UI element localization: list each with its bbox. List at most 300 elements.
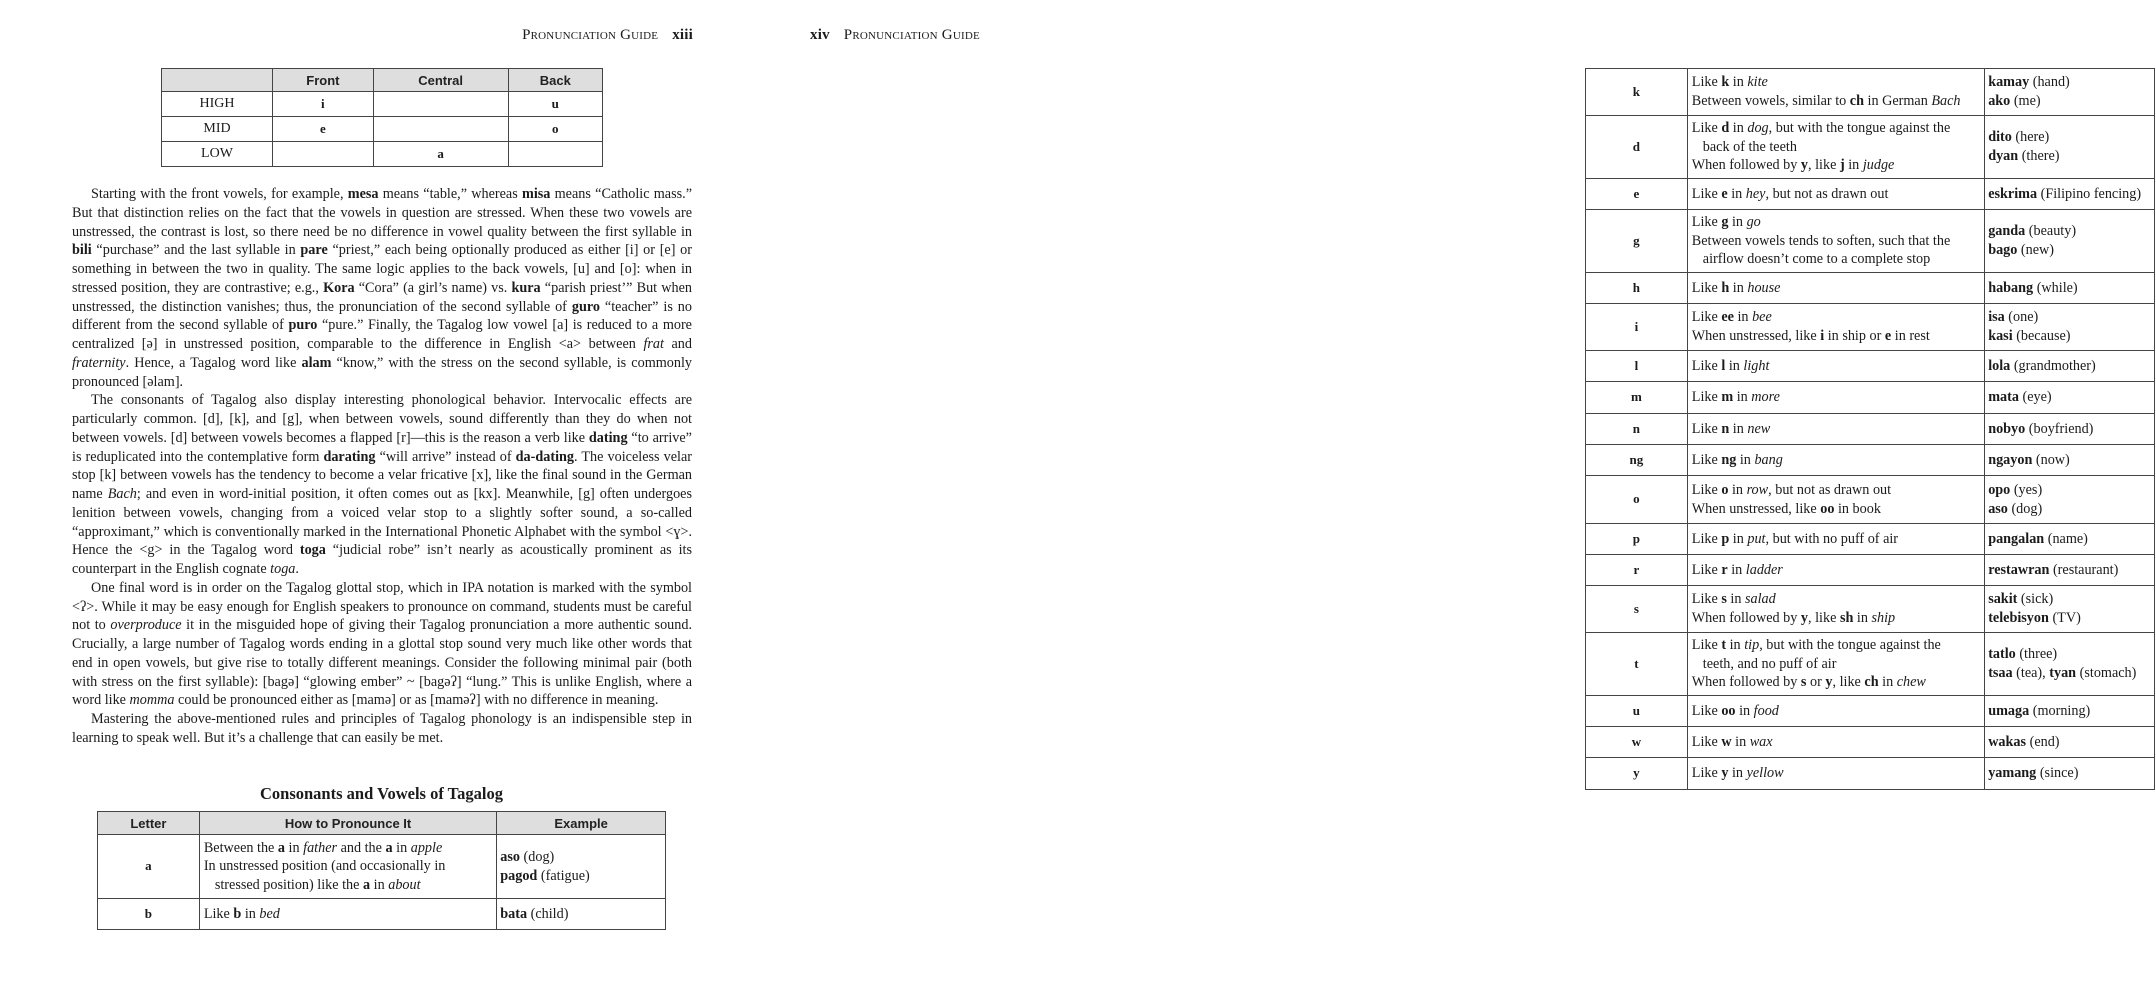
pronunciation-cell (1687, 727, 1984, 758)
consonant-vowel-table (97, 811, 666, 930)
text-run: The consonants of Tagalog also display interesting phonological behavior. Intervocalic effects are particularly common. [d], [k], and [g], when between vowels, sound differently than they do when not between vowels. [d] between vowels becomes a flapped [r]—this is the reason a verb like (72, 392, 692, 446)
text-run: “Cora” (a girl’s name) vs. (354, 279, 512, 296)
example-line (1988, 241, 2150, 260)
pronunciation-cell (1687, 445, 1984, 476)
example-cell (1985, 586, 2155, 633)
example-meaning: (me) (2010, 93, 2041, 109)
example-cell (497, 835, 666, 899)
vowel-chart-table (161, 68, 603, 167)
example-word: umaga (1988, 702, 2030, 719)
example-word: tatlo (1988, 646, 2016, 663)
italic-term: ladder (1745, 561, 1783, 578)
italic-term: momma (129, 692, 175, 709)
example-word: bago (1988, 242, 2018, 258)
example-meaning: (morning) (2029, 702, 2091, 719)
text-run: Like (1691, 357, 1722, 374)
example-cell (1985, 351, 2155, 382)
text-run: Starting with the front vowels, for example, (91, 186, 348, 202)
paragraph (72, 579, 692, 710)
table-row (1586, 382, 2155, 414)
table-row (1586, 69, 2155, 116)
italic-term: dog (1747, 120, 1769, 137)
text-run: Like (1691, 451, 1722, 468)
text-run: Like (1691, 481, 1722, 498)
pronunciation-line (1692, 308, 1980, 327)
example-meaning: (because) (2012, 328, 2071, 344)
pronunciation-line (204, 839, 492, 858)
pronunciation-cell (1687, 179, 1984, 210)
example-word: kamay (1988, 74, 2030, 91)
pronunciation-cell (1687, 382, 1984, 414)
table-row (1586, 727, 2155, 758)
pronunciation-line (1692, 561, 1980, 580)
text-run: “teacher” is no different from the second syllable of (72, 298, 692, 334)
text-run: , but with the tongue against the (1768, 120, 1951, 137)
letter-cell: h (1586, 273, 1688, 304)
consonant-vowel-table-continued (1585, 68, 2155, 790)
text-run: Like (1691, 765, 1722, 782)
pronunciation-line (1692, 138, 1980, 157)
running-head-title: Pronunciation Guide (522, 27, 659, 43)
example-word: yamang (1988, 765, 2037, 782)
pronunciation-line (1692, 655, 1980, 674)
bold-term: e (1721, 185, 1728, 202)
example-word: pangalan (1988, 530, 2045, 547)
pronunciation-cell (1687, 210, 1984, 273)
italic-term: Bach (107, 486, 137, 502)
bold-term: alam (301, 354, 332, 371)
running-head (810, 27, 980, 44)
example-line (1988, 451, 2150, 470)
example-word: tsaa (1988, 665, 2013, 681)
text-run: in ship or (1824, 328, 1885, 344)
example-cell (1985, 633, 2155, 696)
letter-cell: p (1586, 524, 1688, 555)
pronunciation-line (1692, 92, 1980, 111)
column-header-example: Example (497, 812, 666, 835)
text-run: in (1726, 637, 1745, 654)
vowel-column-back: Back (508, 69, 602, 92)
pronunciation-cell (1687, 555, 1984, 586)
text-run: Like (1691, 733, 1722, 750)
text-run: in (1729, 120, 1748, 137)
bold-term: n (1721, 420, 1730, 437)
letter-cell: l (1586, 351, 1688, 382)
bold-term: ee (1721, 309, 1734, 326)
example-meaning: (stomach) (2076, 665, 2137, 681)
text-run: ; and even in word-initial position, it often comes out as [kx]. Meanwhile, [g] often undergoes lenition between vowels, changing from a voiced velar stop to a slightly softer sound, a so-called “approximant,” which is conventionally marked in the International Phonetic Alphabet with the symbol <ɣ>. Hence the <g> in the Tagalog word (72, 486, 692, 559)
example-meaning: (sick) (2017, 591, 2054, 608)
text-run: . The voiceless velar stop [k] between vowels has the tendency to become a velar fricative [x], like the final sound in the German name (72, 448, 692, 502)
letter-cell: r (1586, 555, 1688, 586)
text-run: , like (1808, 610, 1840, 626)
italic-term: apple (410, 839, 443, 856)
italic-term: frat (643, 336, 664, 352)
example-word: wakas (1988, 733, 2027, 750)
italic-term: overproduce (110, 617, 182, 634)
example-meaning: (fatigue) (537, 867, 590, 884)
table-row (1586, 445, 2155, 476)
italic-term: about (388, 876, 421, 893)
letter-cell: m (1586, 382, 1688, 414)
letter-cell: w (1586, 727, 1688, 758)
text-run: in (241, 905, 260, 922)
example-line (1988, 308, 2150, 327)
bold-term: puro (288, 317, 318, 334)
letter-cell: d (1586, 116, 1688, 179)
pronunciation-line (1692, 530, 1980, 549)
text-run: in (284, 839, 304, 856)
bold-term: g (1721, 214, 1729, 231)
bold-term: d (1721, 120, 1730, 137)
pronunciation-line (1692, 500, 1980, 519)
running-head-title: Pronunciation Guide (843, 27, 980, 43)
text-run: , but with no puff of air (1765, 530, 1899, 547)
bold-term: oo (1721, 702, 1736, 719)
table-row (1586, 758, 2155, 790)
text-run: Between the (203, 839, 278, 856)
example-cell (1985, 116, 2155, 179)
page-number: xiii (672, 27, 693, 43)
text-run: When unstressed, like (1691, 500, 1821, 517)
bold-term: m (1721, 389, 1734, 406)
italic-term: row (1746, 481, 1769, 498)
example-meaning: (dog) (519, 848, 555, 865)
italic-term: chew (1896, 674, 1926, 691)
example-cell (1985, 758, 2155, 790)
bold-term: y (1825, 674, 1833, 691)
bold-term: l (1721, 357, 1726, 374)
text-run: in (1729, 74, 1748, 91)
bold-term: i (1820, 328, 1825, 344)
example-line (1988, 128, 2150, 147)
example-meaning: (hand) (2029, 74, 2070, 91)
text-run: in (1728, 765, 1747, 782)
text-run: in German (1863, 93, 1932, 109)
text-run: in (1878, 674, 1897, 691)
text-run: in book (1834, 500, 1881, 517)
example-meaning: (since) (2036, 765, 2079, 782)
table-header-row (98, 812, 666, 835)
text-run: “pure.” Finally, the Tagalog low vowel [a] is reduced to a more centralized [ə] in unstressed position, comparable to the difference in English <a> between (72, 317, 692, 352)
vowel-cell: i (273, 92, 374, 117)
bold-term: darating (323, 448, 376, 465)
text-run: “priest,” each being optionally produced as either [i] or [e] or something in between the two in quality. The same logic applies to the back vowels, [u] and [o]: when in stressed position, they are contrastive; e.g., (72, 242, 692, 296)
text-run: Like (1691, 185, 1722, 202)
example-meaning: (end) (2026, 733, 2060, 750)
bold-term: toga (299, 542, 326, 559)
text-run: Like (1691, 309, 1722, 326)
bold-term: kura (511, 279, 541, 296)
pronunciation-line (1692, 327, 1980, 346)
italic-term: wax (1749, 733, 1773, 750)
pronunciation-cell (1687, 524, 1984, 555)
pronunciation-line (1692, 636, 1980, 655)
text-run: When unstressed, like (1691, 328, 1821, 344)
example-meaning: (name) (2044, 530, 2088, 547)
table-row (1586, 524, 2155, 555)
italic-term: yellow (1746, 765, 1784, 782)
pronunciation-cell (1687, 476, 1984, 524)
text-run: When followed by (1691, 674, 1801, 691)
example-line (1988, 279, 2150, 298)
pronunciation-cell (1687, 69, 1984, 116)
example-cell (1985, 524, 2155, 555)
letter-cell: ng (1586, 445, 1688, 476)
bold-term: y (1800, 610, 1809, 626)
example-word: eskrima (1988, 185, 2038, 202)
pronunciation-cell (199, 899, 496, 930)
text-run: back of the teeth (1702, 138, 1797, 155)
text-run: means “Catholic mass.” But that distinction relies on the fact that the vowels in question are stressed. When these two vowels are unstressed, the contrast is lost, so there need be no difference in vowel quality between the first syllable in (72, 186, 692, 240)
text-run: Like (1691, 389, 1722, 406)
example-line (1988, 147, 2150, 166)
text-run: in (1729, 530, 1748, 547)
bold-term: r (1721, 561, 1728, 578)
example-cell (1985, 210, 2155, 273)
pronunciation-cell (1687, 351, 1984, 382)
paragraph (72, 185, 692, 391)
table-row (1586, 476, 2155, 524)
italic-term: salad (1745, 591, 1776, 608)
example-word: habang (1988, 279, 2034, 296)
italic-term: ship (1871, 610, 1896, 626)
text-run: Between vowels, similar to (1691, 93, 1850, 109)
vowel-cell: u (508, 92, 602, 117)
italic-term: father (303, 839, 338, 856)
bold-term: oo (1820, 500, 1835, 517)
vowel-row-label: HIGH (162, 92, 273, 117)
text-run: Like (1691, 214, 1722, 231)
example-line (1988, 357, 2150, 376)
table-row (1586, 586, 2155, 633)
example-line (1988, 645, 2150, 664)
text-run: in (1733, 389, 1752, 406)
example-word: sakit (1988, 591, 2018, 608)
italic-term: hey (1745, 185, 1766, 202)
text-run: in (370, 876, 389, 893)
table-row (1586, 210, 2155, 273)
table-body (1586, 69, 2155, 790)
text-run: Mastering the above-mentioned rules and principles of Tagalog phonology is an indispensible step in learning to speak well. But it’s a challenge that can easily be met. (72, 711, 692, 746)
table-row (1586, 273, 2155, 304)
pronunciation-line (1692, 73, 1980, 92)
text-run: Like (1691, 74, 1722, 91)
text-run: could be pronounced either as [mamə] or as [maməʔ] with no difference in meaning. (174, 692, 659, 709)
table-row (1586, 555, 2155, 586)
italic-term: toga (270, 561, 296, 577)
text-run: in (1735, 702, 1754, 719)
example-cell (1985, 273, 2155, 304)
example-line (500, 848, 661, 867)
example-meaning: (TV) (2048, 610, 2081, 626)
bold-term: sh (1839, 610, 1854, 626)
vowel-column-central: Central (373, 69, 508, 92)
text-run: Like (1691, 637, 1722, 654)
example-line (1988, 590, 2150, 609)
bold-term: p (1721, 530, 1730, 547)
example-word: pagod (500, 867, 538, 884)
text-run: “purchase” and the last syllable in (91, 242, 301, 259)
right-page (750, 0, 2142, 1000)
table-row (1586, 116, 2155, 179)
example-meaning: (here) (2011, 129, 2050, 146)
example-word: lola (1988, 357, 2011, 374)
example-meaning: (there) (2018, 148, 2060, 164)
pronunciation-line (1692, 279, 1980, 298)
pronunciation-line (204, 876, 492, 895)
text-run: In unstressed position (and occasionally in (203, 858, 446, 875)
bold-term: a (385, 839, 393, 856)
vowel-cell (373, 92, 508, 117)
text-run: “judicial robe” isn’t nearly as acoustically prominent as its counterpart in the English cognate (72, 542, 692, 577)
letter-cell: b (98, 899, 200, 930)
letter-cell: i (1586, 304, 1688, 351)
pronunciation-line (1692, 673, 1980, 692)
example-line (1988, 664, 2150, 683)
vowel-table-corner (162, 69, 273, 92)
pronunciation-line (204, 857, 492, 876)
bold-term: pare (300, 242, 328, 259)
pronunciation-line (1692, 213, 1980, 232)
letter-cell: s (1586, 586, 1688, 633)
example-cell (1985, 179, 2155, 210)
text-run: in (1736, 451, 1755, 468)
paragraph (72, 710, 692, 748)
example-meaning: (boyfriend) (2025, 420, 2094, 437)
pronunciation-line (1692, 702, 1980, 721)
table-row (1586, 696, 2155, 727)
text-run: Like (1691, 530, 1722, 547)
bold-term: dating (588, 429, 628, 446)
text-run: in (1727, 185, 1746, 202)
bold-term: da-dating (515, 448, 575, 465)
text-run: , but with the tongue against the (1759, 637, 1941, 654)
example-line (500, 905, 661, 924)
text-run: in (1725, 357, 1744, 374)
example-line (1988, 388, 2150, 407)
example-line (1988, 92, 2150, 111)
italic-term: judge (1862, 157, 1895, 174)
table-row (1586, 351, 2155, 382)
text-run: When followed by (1691, 610, 1801, 626)
letter-cell: u (1586, 696, 1688, 727)
text-run: in rest (1891, 328, 1930, 344)
example-meaning: (now) (2032, 451, 2070, 468)
example-meaning: (restaurant) (2049, 561, 2119, 578)
example-line (1988, 500, 2150, 519)
example-line (1988, 420, 2150, 439)
pronunciation-line (1692, 481, 1980, 500)
bold-term: ng (1721, 451, 1737, 468)
example-line (1988, 73, 2150, 92)
running-head (522, 27, 693, 44)
example-line (500, 867, 661, 886)
text-run: stressed position) like the (214, 876, 363, 893)
italic-term: more (1751, 389, 1780, 406)
example-cell (1985, 445, 2155, 476)
text-run: in (1728, 214, 1747, 231)
example-cell (497, 899, 666, 930)
pronunciation-line (1692, 185, 1980, 204)
table-body (98, 835, 666, 930)
text-run: “will arrive” instead of (375, 448, 516, 465)
table-row (1586, 633, 2155, 696)
pronunciation-line (1692, 590, 1980, 609)
example-meaning: (three) (2015, 646, 2058, 663)
pronunciation-cell (1687, 414, 1984, 445)
bold-term: mesa (347, 186, 379, 202)
bold-term: h (1721, 279, 1730, 296)
body-text (72, 185, 692, 748)
example-cell (1985, 476, 2155, 524)
example-cell (1985, 727, 2155, 758)
text-run: and (663, 336, 692, 352)
text-run: Like (1691, 120, 1722, 137)
vowel-column-front: Front (273, 69, 374, 92)
text-run: and the (337, 839, 386, 856)
pronunciation-line (1692, 388, 1980, 407)
letter-cell: t (1586, 633, 1688, 696)
text-run: “know,” with the stress on the second syllable, is commonly pronounced [əlam]. (72, 354, 692, 390)
example-line (1988, 764, 2150, 783)
bold-term: misa (522, 186, 551, 202)
vowel-table-header-row (162, 69, 603, 92)
example-cell (1985, 555, 2155, 586)
text-run: Like (1691, 279, 1722, 296)
text-run: , like (1832, 674, 1865, 691)
bold-term: y (1721, 765, 1729, 782)
italic-term: put (1747, 530, 1766, 547)
italic-term: bang (1754, 451, 1783, 468)
text-run: , like (1808, 157, 1840, 174)
text-run: . (295, 561, 299, 577)
example-word: isa (1988, 309, 2005, 326)
text-run: “parish priest’” But when unstressed, the distinction vanishes; thus, the pronunciation of the second syllable of (72, 279, 693, 315)
example-meaning: (eye) (2018, 389, 2052, 406)
bold-term: s (1721, 591, 1727, 608)
example-word: dito (1988, 129, 2012, 146)
italic-term: new (1747, 420, 1771, 437)
text-run: One final word is in order on the Tagalog glottal stop, which in IPA notation is marked with the symbol <ʔ>. While it may be easy enough for English speakers to pronounce on command, students must be careful not to (72, 579, 692, 634)
text-run: in (1731, 733, 1750, 750)
pronunciation-line (1692, 451, 1980, 470)
pronunciation-line (1692, 609, 1980, 628)
vowel-cell: o (508, 117, 602, 142)
text-run: in (1853, 610, 1872, 626)
italic-term: food (1753, 702, 1779, 719)
text-run: . Hence, a Tagalog word like (125, 354, 302, 371)
text-run: in (392, 839, 411, 856)
text-run: Like (203, 905, 234, 922)
vowel-row-low (162, 142, 603, 167)
vowel-row-high (162, 92, 603, 117)
page-number: xiv (810, 27, 830, 43)
text-run: , but not as drawn out (1765, 185, 1889, 202)
bold-term: a (277, 839, 285, 856)
column-header-how: How to Pronounce It (199, 812, 496, 835)
example-word: bata (500, 905, 528, 922)
text-run: in (1844, 157, 1863, 174)
bold-term: b (233, 905, 242, 922)
text-run: in (1726, 591, 1745, 608)
vowel-cell: a (373, 142, 508, 167)
example-cell (1985, 382, 2155, 414)
text-run: airflow doesn’t come to a complete stop (1702, 251, 1931, 268)
letter-cell: o (1586, 476, 1688, 524)
pronunciation-line (1692, 764, 1980, 783)
pronunciation-line (1692, 232, 1980, 251)
